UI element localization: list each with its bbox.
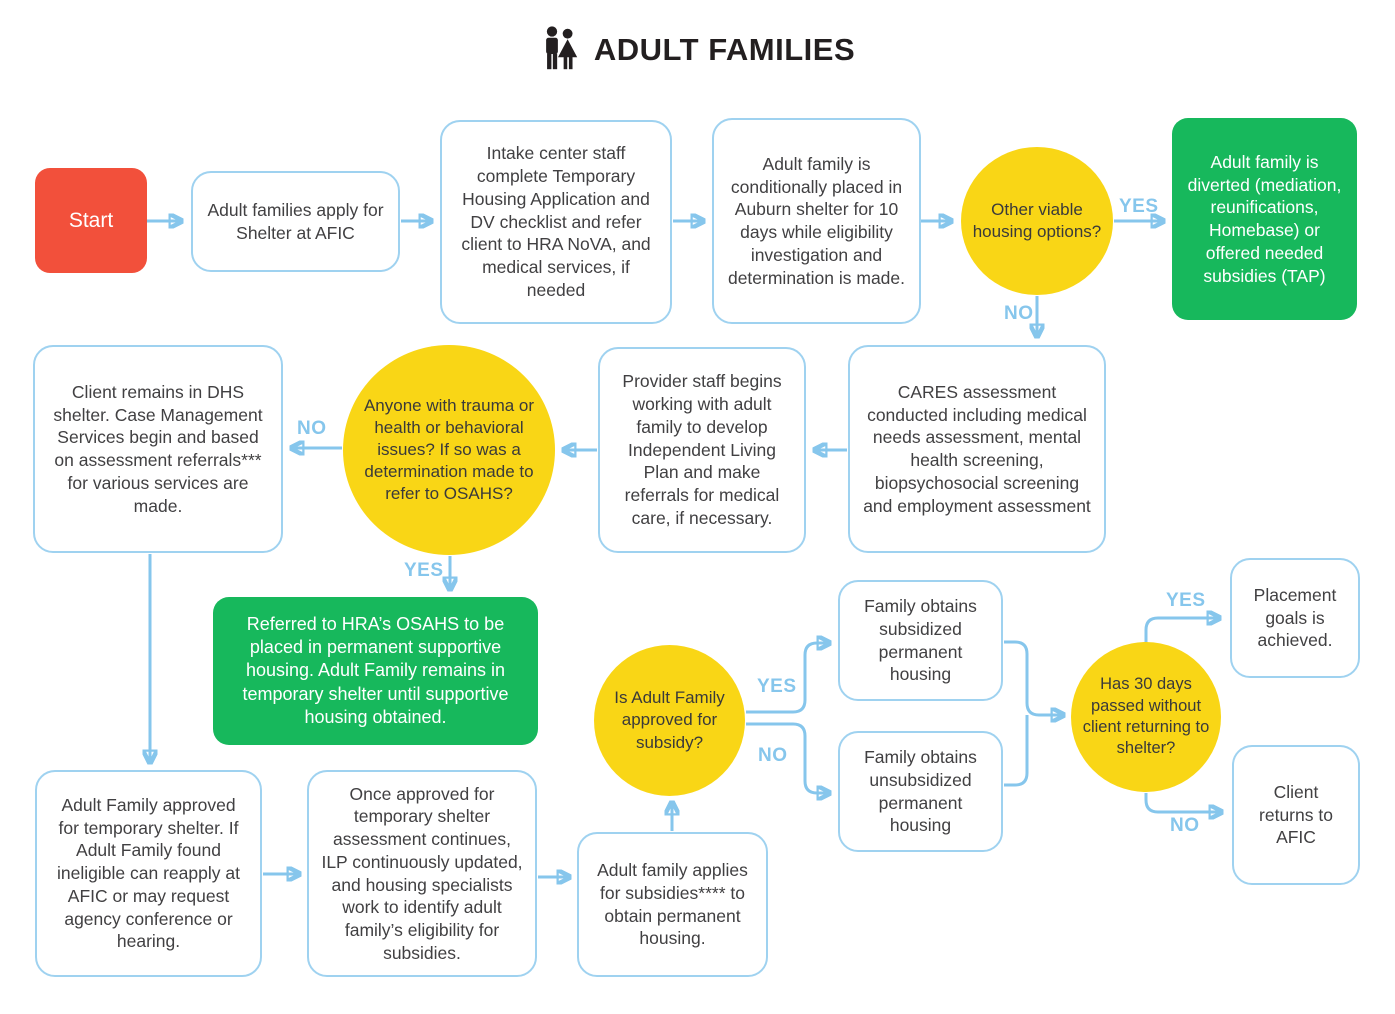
edge-label-no-subsidy: NO xyxy=(758,745,788,766)
node-osahs-referral: Referred to HRA’s OSAHS to be placed in permanent supportive housing. Adult Family remains in temporary shelter until supportive housing obtained. xyxy=(213,597,538,745)
edge-label-no-osahs: NO xyxy=(297,418,327,439)
page-title: ADULT FAMILIES xyxy=(593,32,856,67)
edge-unsubsidized-thirtydays xyxy=(1004,715,1027,785)
node-unsubsidized-housing: Family obtains unsubsidized permanent housing xyxy=(838,731,1003,852)
edge-label-yes-subsidy: YES xyxy=(757,676,797,697)
decision-other-viable-housing: Other viable housing options? xyxy=(961,147,1113,295)
node-family-diverted: Adult family is diverted (mediation, reunifications, Homebase) or offered needed subsidies (TAP) xyxy=(1172,118,1357,320)
node-conditional-placement: Adult family is conditionally placed in Auburn shelter for 10 days while eligibility investigation and determination is made. xyxy=(712,118,921,324)
node-placement-goals: Placement goals is achieved. xyxy=(1230,558,1360,678)
edge-thirtydays-no-returnsafic xyxy=(1146,793,1222,812)
node-client-remains-dhs: Client remains in DHS shelter. Case Management Services begin and based on assessment referrals*** for various services are made. xyxy=(33,345,283,553)
node-client-returns-afic: Client returns to AFIC xyxy=(1232,745,1360,885)
edge-label-no-thirty-days: NO xyxy=(1170,815,1200,836)
decision-thirty-days-passed: Has 30 days passed without client returning to shelter? xyxy=(1071,642,1221,792)
edge-label-yes-thirty-days: YES xyxy=(1166,590,1206,611)
edge-label-no-other-housing: NO xyxy=(1004,303,1034,324)
decision-approved-for-subsidy: Is Adult Family approved for subsidy? xyxy=(594,645,745,796)
node-cares-assessment: CARES assessment conducted including medical needs assessment, mental health screening, biopsychosocial screening and employment assessment xyxy=(848,345,1106,553)
edge-thirtydays-yes-placement xyxy=(1146,618,1220,645)
node-intake-center-staff: Intake center staff complete Temporary Housing Application and DV checklist and refer client to HRA NoVA, and medical services, if needed xyxy=(440,120,672,324)
node-subsidized-housing: Family obtains subsidized permanent housing xyxy=(838,580,1003,701)
node-start: Start xyxy=(35,168,147,273)
edge-subsidized-thirtydays xyxy=(1004,642,1064,715)
decision-trauma-osahs: Anyone with trauma or health or behavioral issues? If so was a determination made to refer to OSAHS? xyxy=(343,345,555,555)
node-applies-for-subsidies: Adult family applies for subsidies**** to obtain permanent housing. xyxy=(577,832,768,977)
edge-label-yes-other-housing: YES xyxy=(1119,196,1159,217)
node-assessment-continues: Once approved for temporary shelter assessment continues, ILP continuously updated, and housing specialists work to identify adult family’s eligibility for subsidies. xyxy=(307,770,537,977)
node-apply-for-shelter: Adult families apply for Shelter at AFIC xyxy=(191,171,400,272)
edge-label-yes-osahs: YES xyxy=(404,560,444,581)
node-approved-temporary-shelter: Adult Family approved for temporary shelter. If Adult Family found ineligible can reapply at AFIC or may request agency conference or hearing. xyxy=(35,770,262,977)
node-provider-staff-ilp: Provider staff begins working with adult family to develop Independent Living Plan and make referrals for medical care, if necessary. xyxy=(598,347,806,553)
